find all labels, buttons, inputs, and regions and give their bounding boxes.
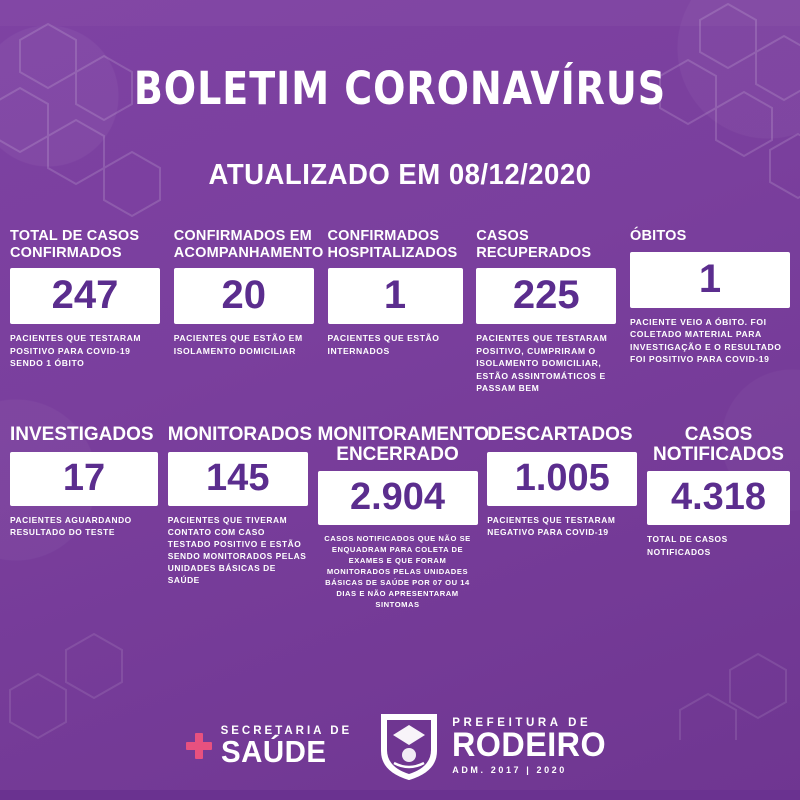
stat-description: PACIENTE VEIO A ÓBITO. FOI COLETADO MATERIAL PARA INVESTIGAÇÃO E O RESULTADO FOI POSITIVO PARA COVID-19 — [630, 316, 782, 365]
stat-title: CONFIRMADOS EM ACOMPANHAMENTO — [173, 228, 324, 261]
stats-row-2 — [0, 425, 800, 611]
prefeitura-logo-line2: RODEIRO — [452, 726, 607, 765]
stat-value: 20 — [221, 273, 266, 318]
stat-value: 1.005 — [514, 456, 610, 499]
stat-description: PACIENTES QUE TIVERAM CONTATO COM CASO TESTADO POSITIVO E ESTÃO SENDO MONITORADOS PELAS UNIDADES BÁSICAS DE SAÚDE — [167, 514, 307, 586]
stat-card-total-confirmados — [10, 228, 160, 370]
stat-card-casos-recuperados — [476, 228, 616, 395]
page-subtitle: ATUALIZADO EM 08/12/2020 — [208, 159, 592, 191]
stat-card-monitorados — [167, 423, 313, 587]
stat-card-confirmados-acompanhamento — [173, 228, 324, 357]
stat-card-investigados — [10, 425, 158, 538]
stat-value: 225 — [512, 273, 580, 318]
stat-value-box — [328, 268, 463, 324]
prefeitura-logo-admin-term: ADM. 2017 | 2020 — [452, 764, 567, 775]
stat-value: 4.318 — [670, 476, 767, 519]
stat-value: 17 — [62, 456, 106, 499]
stat-value-box — [647, 471, 790, 525]
stat-title: ÓBITOS — [630, 228, 687, 244]
stat-card-confirmados-hospitalizados — [328, 228, 463, 357]
stat-title: INVESTIGADOS — [10, 423, 154, 445]
prefeitura-de-rodeiro-logo — [378, 711, 614, 781]
footer-logos — [0, 692, 800, 800]
stat-title: CASOS RECUPERADOS — [476, 228, 592, 261]
stat-value-box — [487, 452, 637, 506]
stat-card-monitoramento-encerrado — [317, 423, 489, 611]
stat-value-box — [318, 471, 478, 525]
stat-value-box — [10, 268, 160, 324]
stat-description: PACIENTES QUE ESTÃO INTERNADOS — [327, 333, 440, 356]
medical-cross-icon — [186, 733, 212, 759]
bottom-decorative-bar — [0, 790, 800, 800]
saude-logo-line2: SAÚDE — [220, 734, 327, 770]
saude-logo-line1: SECRETARIA DE — [220, 725, 353, 738]
stat-value-box — [168, 452, 308, 506]
stat-title: DESCARTADOS — [487, 423, 633, 445]
stat-card-descartados — [487, 425, 637, 538]
stat-description: PACIENTES QUE TESTARAM POSITIVO PARA COVID-19 SENDO 1 ÓBITO — [10, 333, 142, 369]
stat-value-box — [630, 252, 790, 308]
stat-title: MONITORADOS — [167, 423, 313, 445]
stat-value-box — [10, 452, 158, 506]
stat-value: 1 — [698, 256, 722, 301]
secretaria-de-saude-logo — [186, 725, 353, 770]
stat-title: CONFIRMADOS HOSPITALIZADOS — [327, 228, 458, 261]
stat-description: TOTAL DE CASOS NOTIFICADOS — [647, 534, 728, 557]
stat-description: PACIENTES QUE TESTARAM POSITIVO, CUMPRIRAM O ISOLAMENTO DOMICILIAR, ESTÃO ASSINTOMÁTICOS E PASSAM BEM — [476, 333, 608, 394]
stat-title: CASOS NOTIFICADOS — [653, 423, 784, 465]
stats-row-1 — [0, 228, 800, 395]
stat-description: CASOS NOTIFICADOS QUE NÃO SE ENQUADRAM PARA COLETA DE EXAMES E QUE FORAM MONITORADOS PELAS UNIDADES BÁSICAS DE SAÚDE POR 07 OU 14 DIAS E NÃO APRESENTARAM SINTOMAS — [324, 534, 471, 610]
stat-description: PACIENTES AGUARDANDO RESULTADO DO TESTE — [10, 514, 132, 537]
prefeitura-logo-line1: PREFEITURA DE — [452, 717, 592, 730]
stat-value: 2.904 — [349, 476, 446, 519]
stat-value-box — [174, 268, 314, 324]
stat-card-obitos — [630, 228, 790, 365]
stat-title: MONITORAMENTO ENCERRADO — [317, 423, 489, 465]
page-title: BOLETIM CORONAVÍRUS — [133, 62, 667, 115]
coat-of-arms-shield-icon — [378, 711, 440, 781]
stat-description: PACIENTES QUE ESTÃO EM ISOLAMENTO DOMICILIAR — [173, 333, 303, 356]
stat-title: TOTAL DE CASOS CONFIRMADOS — [10, 228, 140, 261]
stat-description: PACIENTES QUE TESTARAM NEGATIVO PARA COVID-19 — [487, 514, 616, 537]
stat-card-casos-notificados — [647, 425, 790, 558]
stat-value: 247 — [51, 273, 119, 318]
stat-value: 145 — [206, 456, 270, 499]
stat-value-box — [476, 268, 616, 324]
stat-value: 1 — [383, 273, 407, 318]
